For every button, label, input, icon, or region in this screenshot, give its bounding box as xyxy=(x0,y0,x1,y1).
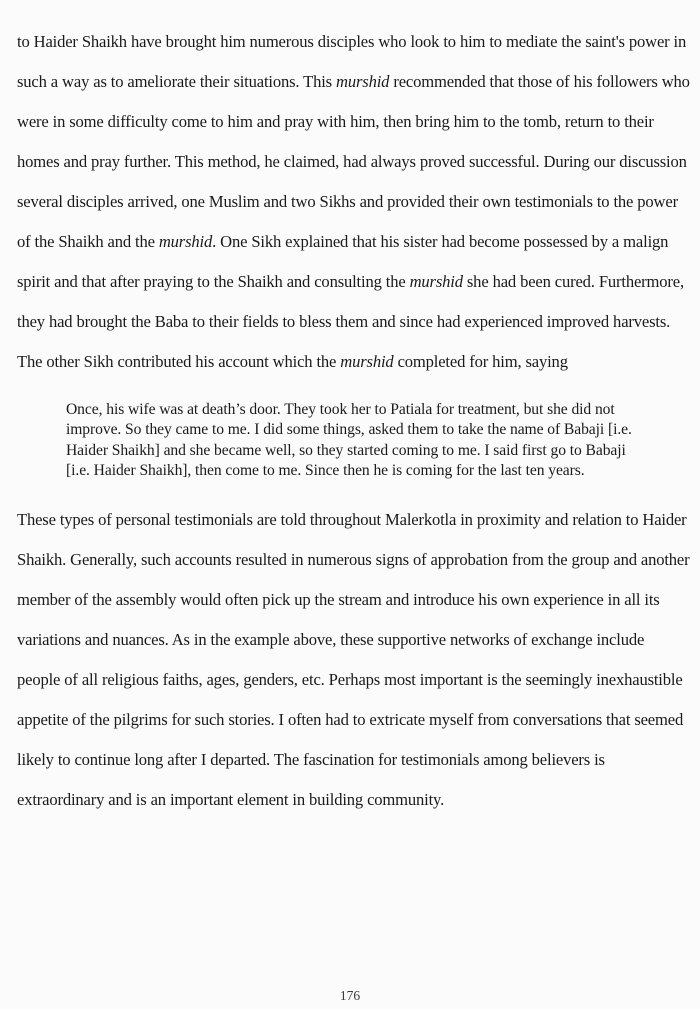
paragraph-1-segment-9: completed for him, saying xyxy=(393,352,568,371)
paragraph-1-italic-murshid-1: murshid xyxy=(336,72,390,91)
blockquote-top-spacer xyxy=(17,382,691,400)
page-text-column xyxy=(17,22,691,820)
paragraph-1-italic-murshid-3: murshid xyxy=(409,272,463,291)
paragraph-1-italic-murshid-4: murshid xyxy=(340,352,394,371)
paragraph-1-segment-5: . One Sikh explained that his sister had become possessed by a malign spirit and that after praying to the Shaikh and consulting the xyxy=(17,232,669,291)
blockquote-testimonial: Once, his wife was at death’s door. They took her to Patiala for treatment, but she did not improve. So they came to me. I did some things, asked them to take the name of Babaji [i.e. Haider Shaikh] and she became well, so they started coming to me. I said first go to Babaji [i.e. Haider Shaikh], then come to me. Since then he is coming for the last ten years. xyxy=(66,401,632,479)
paragraph-1-segment-3: recommended that those of his followers who were in some difficulty come to him and pray with him, then bring him to the tomb, return to their homes and pray further. This method, he claimed, had always proved successful. During our discussion several disciples arrived, one Muslim and two Sikhs and provided their own testimonials to the power of the Shaikh and the xyxy=(17,72,690,251)
paragraph-1-italic-murshid-2: murshid xyxy=(158,232,213,251)
paragraph-1-segment-1: to Haider Shaikh have brought him numerous disciples who look to him to mediate the saint's power in such a way as to ameliorate their situations. This xyxy=(17,32,687,91)
paragraph-1-segment-7: she had been cured. Furthermore, they had brought the Baba to their fields to bless them and since had experienced improved harvests. The other Sikh contributed his account which the xyxy=(17,272,684,371)
paragraph-1 xyxy=(17,22,691,382)
blockquote-bottom-spacer xyxy=(17,481,691,500)
page-number: 176 xyxy=(339,988,361,1003)
paragraph-2: These types of personal testimonials are told throughout Malerkotla in proximity and relation to Haider Shaikh. Generally, such accounts resulted in numerous signs of approbation from the group and another member of the assembly would often pick up the stream and introduce his own experience in all its variations and nuances. As in the example above, these supportive networks of exchange include people of all religious faiths, ages, genders, etc. Perhaps most important is the seemingly inexhaustible appetite of the pilgrims for such stories. I often had to extricate myself from conversations that seemed likely to continue long after I departed. The fascination for testimonials among believers is extraordinary and is an important element in building community. xyxy=(17,510,690,810)
